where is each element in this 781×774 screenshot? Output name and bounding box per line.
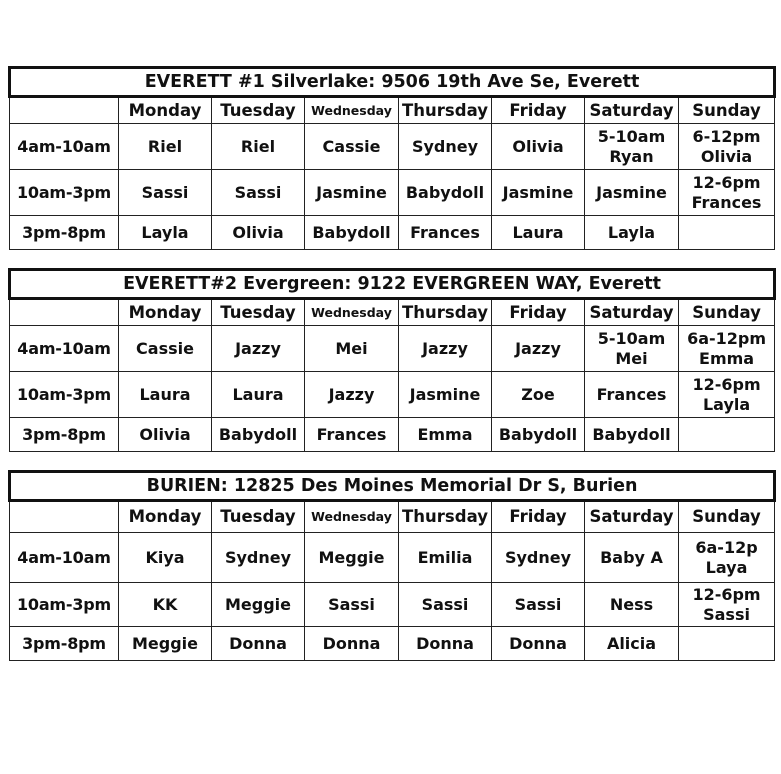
corner-cell <box>10 97 119 124</box>
shift-cell-sunday: 12-6pm Frances <box>679 170 775 216</box>
corner-cell <box>10 501 119 533</box>
shift-cell-thursday: Frances <box>399 216 492 250</box>
time-slot-label: 4am-10am <box>10 533 119 583</box>
time-slot-label: 10am-3pm <box>10 583 119 627</box>
shift-cell-tuesday: Sassi <box>212 170 305 216</box>
day-header-monday: Monday <box>119 501 212 533</box>
shift-cell-sunday <box>679 216 775 250</box>
day-header-wednesday: Wednesday <box>305 299 399 326</box>
shift-cell-monday: Sassi <box>119 170 212 216</box>
day-header-friday: Friday <box>492 501 585 533</box>
shift-cell-saturday: Baby A <box>585 533 679 583</box>
shift-cell-monday: Meggie <box>119 627 212 661</box>
shift-cell-thursday: Babydoll <box>399 170 492 216</box>
day-header-thursday: Thursday <box>399 501 492 533</box>
time-slot-label: 3pm-8pm <box>10 418 119 452</box>
shift-cell-monday: Laura <box>119 372 212 418</box>
shift-cell-wednesday: Sassi <box>305 583 399 627</box>
shift-cell-friday: Babydoll <box>492 418 585 452</box>
shift-cell-friday: Sassi <box>492 583 585 627</box>
shift-cell-monday: Cassie <box>119 326 212 372</box>
time-slot-label: 3pm-8pm <box>10 216 119 250</box>
shift-cell-thursday: Sassi <box>399 583 492 627</box>
shift-row <box>10 170 775 216</box>
shift-cell-wednesday: Jasmine <box>305 170 399 216</box>
day-header-tuesday: Tuesday <box>212 501 305 533</box>
shift-cell-tuesday: Meggie <box>212 583 305 627</box>
day-header-friday: Friday <box>492 299 585 326</box>
time-slot-label: 3pm-8pm <box>10 627 119 661</box>
shift-cell-friday: Jasmine <box>492 170 585 216</box>
shift-row <box>10 216 775 250</box>
shift-cell-thursday: Sydney <box>399 124 492 170</box>
day-header-row <box>10 501 775 533</box>
shift-cell-sunday: 12-6pm Layla <box>679 372 775 418</box>
shift-cell-monday: Olivia <box>119 418 212 452</box>
shift-cell-saturday: 5-10am Ryan <box>585 124 679 170</box>
schedule-everett-1 <box>8 66 776 250</box>
day-header-monday: Monday <box>119 299 212 326</box>
day-header-sunday: Sunday <box>679 501 775 533</box>
shift-cell-friday: Laura <box>492 216 585 250</box>
day-header-row <box>10 97 775 124</box>
shift-cell-monday: Riel <box>119 124 212 170</box>
day-header-monday: Monday <box>119 97 212 124</box>
schedule-everett-2 <box>8 268 776 452</box>
day-header-wednesday: Wednesday <box>305 501 399 533</box>
shift-cell-friday: Zoe <box>492 372 585 418</box>
shift-cell-monday: Layla <box>119 216 212 250</box>
shift-cell-sunday <box>679 627 775 661</box>
shift-cell-saturday: Frances <box>585 372 679 418</box>
shift-cell-wednesday: Babydoll <box>305 216 399 250</box>
shift-row <box>10 372 775 418</box>
shift-cell-friday: Jazzy <box>492 326 585 372</box>
shift-row <box>10 583 775 627</box>
shift-cell-saturday: 5-10am Mei <box>585 326 679 372</box>
location-title: BURIEN: 12825 Des Moines Memorial Dr S, Burien <box>10 472 775 501</box>
shift-cell-sunday <box>679 418 775 452</box>
day-header-friday: Friday <box>492 97 585 124</box>
schedule-burien <box>8 470 776 661</box>
shift-cell-saturday: Alicia <box>585 627 679 661</box>
shift-row <box>10 418 775 452</box>
day-header-tuesday: Tuesday <box>212 299 305 326</box>
shift-cell-tuesday: Laura <box>212 372 305 418</box>
corner-cell <box>10 299 119 326</box>
shift-cell-friday: Sydney <box>492 533 585 583</box>
shift-cell-friday: Donna <box>492 627 585 661</box>
shift-cell-wednesday: Cassie <box>305 124 399 170</box>
shift-cell-thursday: Jazzy <box>399 326 492 372</box>
shift-cell-saturday: Ness <box>585 583 679 627</box>
shift-cell-thursday: Emma <box>399 418 492 452</box>
shift-cell-tuesday: Sydney <box>212 533 305 583</box>
shift-cell-sunday: 6a-12p Laya <box>679 533 775 583</box>
day-header-saturday: Saturday <box>585 97 679 124</box>
shift-cell-thursday: Donna <box>399 627 492 661</box>
shift-cell-tuesday: Jazzy <box>212 326 305 372</box>
shift-row <box>10 326 775 372</box>
shift-cell-tuesday: Donna <box>212 627 305 661</box>
shift-cell-friday: Olivia <box>492 124 585 170</box>
day-header-thursday: Thursday <box>399 97 492 124</box>
day-header-wednesday: Wednesday <box>305 97 399 124</box>
location-title: EVERETT #1 Silverlake: 9506 19th Ave Se, Everett <box>10 68 775 97</box>
shift-cell-wednesday: Meggie <box>305 533 399 583</box>
shift-cell-wednesday: Frances <box>305 418 399 452</box>
day-header-row <box>10 299 775 326</box>
shift-cell-saturday: Layla <box>585 216 679 250</box>
shift-row <box>10 533 775 583</box>
shift-cell-tuesday: Olivia <box>212 216 305 250</box>
day-header-thursday: Thursday <box>399 299 492 326</box>
shift-cell-thursday: Jasmine <box>399 372 492 418</box>
shift-cell-tuesday: Babydoll <box>212 418 305 452</box>
shift-cell-thursday: Emilia <box>399 533 492 583</box>
shift-cell-sunday: 6-12pm Olivia <box>679 124 775 170</box>
shift-cell-saturday: Babydoll <box>585 418 679 452</box>
shift-cell-saturday: Jasmine <box>585 170 679 216</box>
time-slot-label: 10am-3pm <box>10 170 119 216</box>
time-slot-label: 4am-10am <box>10 124 119 170</box>
shift-cell-tuesday: Riel <box>212 124 305 170</box>
shift-cell-sunday: 6a-12pm Emma <box>679 326 775 372</box>
time-slot-label: 4am-10am <box>10 326 119 372</box>
day-header-sunday: Sunday <box>679 299 775 326</box>
shift-row <box>10 627 775 661</box>
location-title: EVERETT#2 Evergreen: 9122 EVERGREEN WAY, Everett <box>10 270 775 299</box>
day-header-sunday: Sunday <box>679 97 775 124</box>
shift-cell-wednesday: Mei <box>305 326 399 372</box>
time-slot-label: 10am-3pm <box>10 372 119 418</box>
shift-cell-wednesday: Jazzy <box>305 372 399 418</box>
shift-cell-monday: KK <box>119 583 212 627</box>
shift-cell-wednesday: Donna <box>305 627 399 661</box>
shift-row <box>10 124 775 170</box>
day-header-saturday: Saturday <box>585 501 679 533</box>
day-header-saturday: Saturday <box>585 299 679 326</box>
shift-cell-sunday: 12-6pm Sassi <box>679 583 775 627</box>
shift-cell-monday: Kiya <box>119 533 212 583</box>
day-header-tuesday: Tuesday <box>212 97 305 124</box>
